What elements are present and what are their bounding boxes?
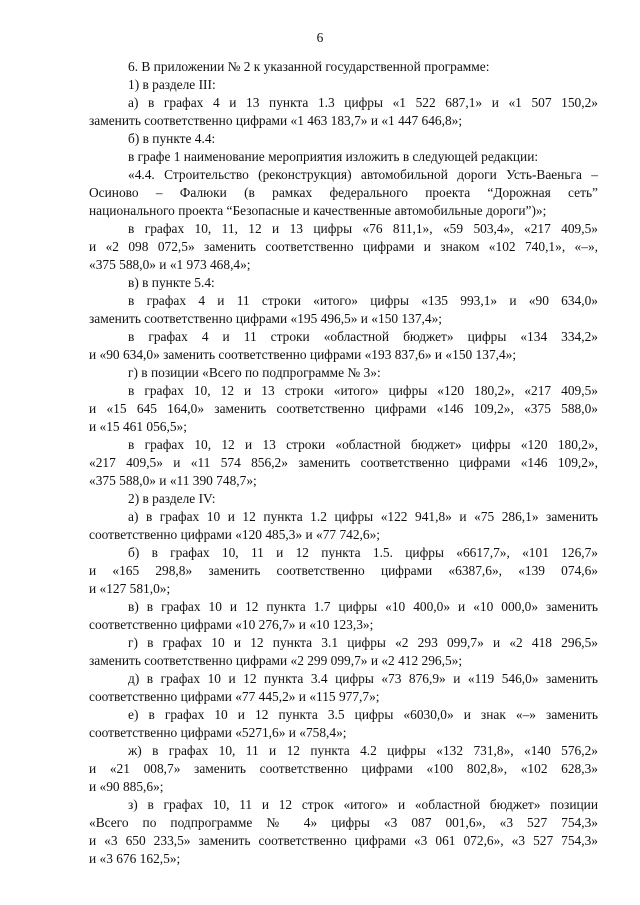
text-line: соответственно цифрами «10 276,7» и «10 123,3»; [89, 617, 374, 632]
text-line: заменить соответственно цифрами «195 496,5» и «150 137,4»; [89, 311, 442, 326]
page-number: 6 [316, 30, 324, 45]
text-line: национального проекта “Безопасные и качественные автомобильные дороги”)»; [89, 203, 547, 218]
text-line: з) в графах 10, 11 и 12 строк «итого» и «областной бюджет» позиции [128, 797, 598, 812]
text-line: и «21 008,7» заменить соответственно цифрами «100 802,8», «102 628,3» [89, 761, 598, 776]
text-line: в) в пункте 5.4: [128, 275, 215, 290]
text-line: в графах 4 и 11 строки «областной бюджет» цифры «134 334,2» [128, 329, 598, 344]
text-line: «4.4. Строительство (реконструкция) автомобильной дороги Усть-Ваеньга – [128, 167, 598, 182]
text-line: г) в графах 10 и 12 пункта 3.1 цифры «2 293 099,7» и «2 418 296,5» [128, 635, 598, 650]
text-line: е) в графах 10 и 12 пункта 3.5 цифры «6030,0» и знак «–» заменить [128, 707, 598, 722]
text-line: б) в пункте 4.4: [128, 131, 216, 146]
text-line: д) в графах 10 и 12 пункта 3.4 цифры «73 876,9» и «119 546,0» заменить [128, 671, 598, 686]
text-line: в графах 4 и 11 строки «итого» цифры «135 993,1» и «90 634,0» [128, 293, 598, 308]
text-line: в графах 10, 12 и 13 строки «областной бюджет» цифры «120 180,2», [128, 437, 598, 452]
text-line: «Всего по подпрограмме № 4» цифры «3 087 001,6», «3 527 754,3» [89, 815, 598, 830]
text-line: заменить соответственно цифрами «2 299 099,7» и «2 412 296,5»; [89, 653, 463, 668]
text-line: в) в графах 10 и 12 пункта 1.7 цифры «10 400,0» и «10 000,0» заменить [128, 599, 598, 614]
text-line: в графах 10, 12 и 13 строки «итого» цифры «120 180,2», «217 409,5» [128, 383, 598, 398]
text-line: заменить соответственно цифрами «1 463 183,7» и «1 447 646,8»; [89, 113, 463, 128]
text-line: 1) в разделе III: [128, 77, 216, 92]
text-line: «375 588,0» и «11 390 748,7»; [89, 473, 257, 488]
text-line: в графе 1 наименование мероприятия изложить в следующей редакции: [128, 149, 539, 164]
text-line: Осиново – Фалюки (в рамках федерального проекта “Дорожная сеть” [89, 185, 598, 200]
text-line: «217 409,5» и «11 574 856,2» заменить соответственно цифрами «146 109,2», [89, 455, 598, 470]
text-line: 6. В приложении № 2 к указанной государственной программе: [128, 59, 490, 74]
text-line: соответственно цифрами «5271,6» и «758,4»; [89, 725, 347, 740]
text-line: и «90 885,6»; [89, 779, 164, 794]
text-line: в графах 10, 11, 12 и 13 цифры «76 811,1», «59 503,4», «217 409,5» [128, 221, 598, 236]
text-line: соответственно цифрами «120 485,3» и «77 742,6»; [89, 527, 380, 542]
text-line: б) в графах 10, 11 и 12 пункта 1.5. цифры «6617,7», «101 126,7» [128, 545, 598, 560]
text-line: и «2 098 072,5» заменить соответственно цифрами и знаком «102 740,1», «–», [89, 239, 598, 254]
text-line: 2) в разделе IV: [128, 491, 216, 506]
text-line: ж) в графах 10, 11 и 12 пункта 4.2 цифры «132 731,8», «140 576,2» [128, 743, 598, 758]
text-line: и «165 298,8» заменить соответственно цифрами «6387,6», «139 074,6» [89, 563, 598, 578]
text-line: а) в графах 4 и 13 пункта 1.3 цифры «1 522 687,1» и «1 507 150,2» [128, 95, 598, 110]
text-line: и «15 645 164,0» заменить соответственно цифрами «146 109,2», «375 588,0» [89, 401, 598, 416]
text-line: и «3 650 233,5» заменить соответственно цифрами «3 061 072,6», «3 527 754,3» [89, 833, 598, 848]
text-line: г) в позиции «Всего по подпрограмме № 3»: [128, 365, 381, 380]
text-line: и «127 581,0»; [89, 581, 171, 596]
document-body [89, 58, 598, 868]
text-line: соответственно цифрами «77 445,2» и «115 977,7»; [89, 689, 380, 704]
text-line: и «3 676 162,5»; [89, 851, 181, 866]
text-line: и «90 634,0» заменить соответственно цифрами «193 837,6» и «150 137,4»; [89, 347, 517, 362]
text-line: и «15 461 056,5»; [89, 419, 187, 434]
text-line: «375 588,0» и «1 973 468,4»; [89, 257, 251, 272]
text-line: а) в графах 10 и 12 пункта 1.2 цифры «122 941,8» и «75 286,1» заменить [128, 509, 598, 524]
